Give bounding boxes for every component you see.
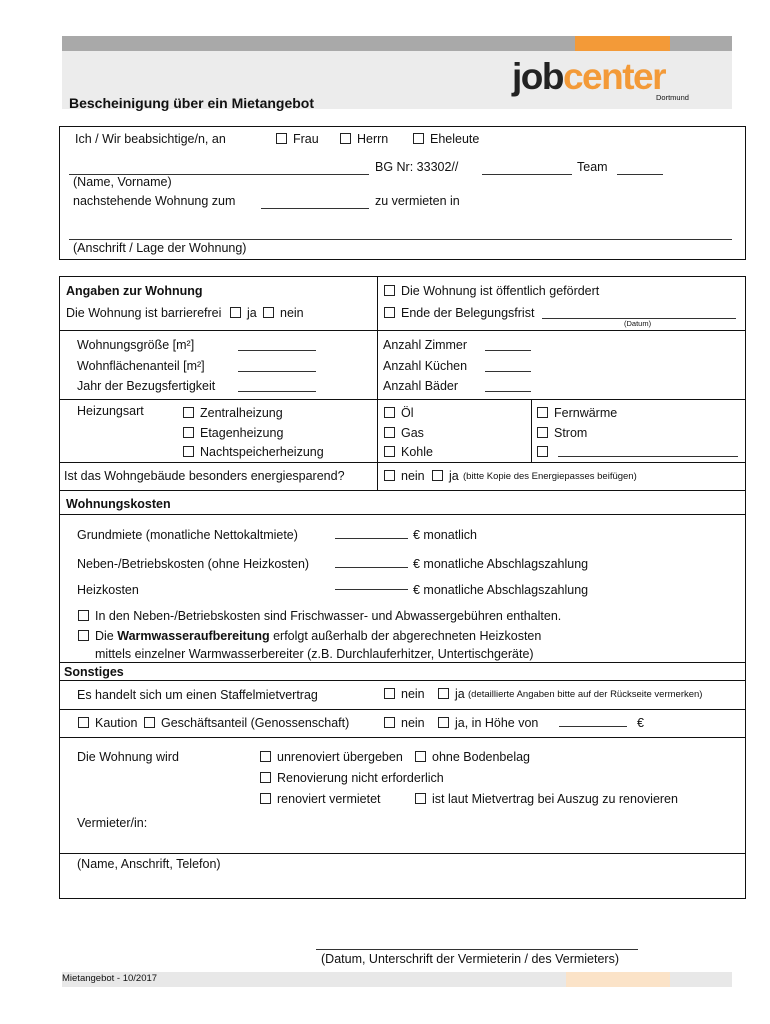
frau-checkbox[interactable] [276,133,287,144]
gefoerdert-label: Die Wohnung ist öffentlich gefördert [401,284,600,298]
vermieter-info-caption: (Name, Anschrift, Telefon) [77,857,221,871]
divider [60,853,745,854]
energie-nein-label: nein [401,469,425,483]
gas-checkbox[interactable] [384,427,395,438]
barrierefrei-label: Die Wohnung ist barrierefrei [66,306,222,320]
staffel-hint: (detaillierte Angaben bitte auf der Rückseite vermerken) [468,689,703,700]
neben-unit: € monatliche Abschlagszahlung [413,557,589,571]
kuechen-label: Anzahl Küchen [383,359,468,373]
etagen-checkbox[interactable] [183,427,194,438]
sonstiges-heading: Sonstiges [64,665,124,679]
energie-hint: (bitte Kopie des Energiepasses beifügen) [463,471,637,482]
fernwaerme-label: Fernwärme [554,406,618,420]
address-input-line[interactable] [69,239,732,240]
barrierefrei-nein-label: nein [280,306,304,320]
gas-label: Gas [401,426,424,440]
signature-caption: (Datum, Unterschrift der Vermieterin / des Vermieters) [321,952,620,966]
kosten-heading: Wohnungskosten [66,497,171,511]
zimmer-input-line[interactable] [485,350,531,351]
kaution-label: Kaution [95,716,138,730]
oel-label: Öl [401,406,414,420]
anteil-label: Wohnflächenanteil [m²] [77,359,205,373]
unrenoviert-checkbox[interactable] [260,751,271,762]
neben-label: Neben-/Betriebskosten (ohne Heizkosten) [77,557,310,571]
wohnung-zum-input-line[interactable] [261,208,369,209]
barrierefrei-ja-label: ja [247,306,257,320]
energie-ja-label: ja [449,469,459,483]
nachtspeicher-label: Nachtspeicherheizung [200,445,324,459]
page-title: Bescheinigung über ein Mietangebot [69,95,315,111]
bezug-label: Jahr der Bezugsfertigkeit [77,379,216,393]
staffel-nein-label: nein [401,687,425,701]
logo-center: center [562,56,666,97]
laut-vertrag-label: ist laut Mietvertrag bei Auszug zu renovieren [432,792,678,806]
kuechen-input-line[interactable] [485,371,531,372]
barrierefrei-nein-checkbox[interactable] [263,307,274,318]
kaution-ja-checkbox[interactable] [438,717,449,728]
belegungsfrist-label: Ende der Belegungsfrist [401,306,535,320]
logo-job: job [512,56,563,97]
divider [60,662,745,663]
heiz-unit: € monatliche Abschlagszahlung [413,583,589,597]
renov-nicht-checkbox[interactable] [260,772,271,783]
renoviert-checkbox[interactable] [260,793,271,804]
fernwaerme-checkbox[interactable] [537,407,548,418]
wohnung-zum-label: nachstehende Wohnung zum [73,194,236,208]
team-input-line[interactable] [617,174,663,175]
belegungsfrist-checkbox[interactable] [384,307,395,318]
zu-vermieten-label: zu vermieten in [375,194,460,208]
nachtspeicher-checkbox[interactable] [183,446,194,457]
frau-label: Frau [293,132,319,146]
etagen-label: Etagenheizung [200,426,284,440]
kaution-nein-checkbox[interactable] [384,717,395,728]
ohne-boden-label: ohne Bodenbelag [432,750,531,764]
energie-nein-checkbox[interactable] [384,470,395,481]
zentral-checkbox[interactable] [183,407,194,418]
kaution-euro: € [637,716,644,730]
baeder-label: Anzahl Bäder [383,379,459,393]
divider [60,490,745,491]
herrn-label: Herrn [357,132,389,146]
bg-nr-label: BG Nr: 33302// [375,160,459,174]
intent-label: Ich / Wir beabsichtige/n, an [75,132,226,146]
signature-line[interactable] [316,949,638,950]
barrierefrei-ja-checkbox[interactable] [230,307,241,318]
strom-checkbox[interactable] [537,427,548,438]
datum-caption: (Datum) [624,319,652,328]
angaben-heading: Angaben zur Wohnung [66,284,203,298]
address-caption: (Anschrift / Lage der Wohnung) [73,241,247,255]
gefoerdert-checkbox[interactable] [384,285,395,296]
staffel-label: Es handelt sich um einen Staffelmietvertrag [77,688,318,702]
kaution-nein-label: nein [401,716,425,730]
ohne-boden-checkbox[interactable] [415,751,426,762]
divider [60,709,745,710]
ww-post: erfolgt außerhalb der abgerechneten Heizkosten [273,629,542,643]
anteil-input-line[interactable] [238,371,316,372]
kohle-checkbox[interactable] [384,446,395,457]
divider [531,399,532,462]
zimmer-label: Anzahl Zimmer [383,338,468,352]
unrenoviert-label: unrenoviert übergeben [277,750,403,764]
ww-bold: Warmwasseraufbereitung [117,629,270,643]
strom-label: Strom [554,426,588,440]
staffel-ja-label: ja [455,687,465,701]
kaution-checkbox[interactable] [78,717,89,728]
neben-input-line[interactable] [335,567,408,568]
oel-checkbox[interactable] [384,407,395,418]
geschaeft-checkbox[interactable] [144,717,155,728]
divider [60,399,745,400]
warmwasser-line2: mittels einzelner Warmwasserbereiter (z.B. Durchlauferhitzer, Untertischgeräte) [95,647,534,661]
divider [60,514,745,515]
divider [60,737,745,738]
staffel-nein-checkbox[interactable] [384,688,395,699]
header-accent-orange [575,36,670,51]
energie-ja-checkbox[interactable] [432,470,443,481]
name-caption: (Name, Vorname) [73,175,172,189]
grundmiete-unit: € monatlich [413,528,477,542]
footer-accent [566,972,670,987]
team-label: Team [577,160,608,174]
divider [60,462,745,463]
logo-subtitle: Dortmund [656,93,689,102]
laut-vertrag-checkbox[interactable] [415,793,426,804]
grundmiete-label: Grundmiete (monatliche Nettokaltmiete) [77,528,298,542]
heiz-input-line[interactable] [335,589,408,590]
eheleute-checkbox[interactable] [413,133,424,144]
divider [60,680,745,681]
frischwasser-checkbox[interactable] [78,610,89,621]
bezug-input-line[interactable] [238,391,316,392]
bg-nr-input-line[interactable] [482,174,572,175]
vermieter-label: Vermieter/in: [77,816,148,830]
ww-pre: Die [95,629,114,643]
other-heating-checkbox[interactable] [537,446,548,457]
zentral-label: Zentralheizung [200,406,283,420]
groesse-label: Wohnungsgröße [m²] [77,338,195,352]
form-id: Mietangebot - 10/2017 [62,973,158,984]
energie-question: Ist das Wohngebäude besonders energiesparend? [64,469,345,483]
groesse-input-line[interactable] [238,350,316,351]
jobcenter-logo [512,57,665,97]
kaution-ja-label: ja, in Höhe von [455,716,539,730]
warmwasser-checkbox[interactable] [78,630,89,641]
wohnung-wird-label: Die Wohnung wird [77,750,179,764]
baeder-input-line[interactable] [485,391,531,392]
herrn-checkbox[interactable] [340,133,351,144]
frischwasser-label: In den Neben-/Betriebskosten sind Frischwasser- und Abwassergebühren enthalten. [95,609,562,623]
renoviert-label: renoviert vermietet [277,792,381,806]
kaution-amount-line[interactable] [559,726,627,727]
warmwasser-label [95,629,541,643]
staffel-ja-checkbox[interactable] [438,688,449,699]
heizungsart-label: Heizungsart [77,404,144,418]
heiz-label: Heizkosten [77,583,139,597]
kohle-label: Kohle [401,445,433,459]
grundmiete-input-line[interactable] [335,538,408,539]
divider [377,277,378,490]
other-heating-input-line[interactable] [558,456,738,457]
renov-nicht-label: Renovierung nicht erforderlich [277,771,444,785]
geschaeft-label: Geschäftsanteil (Genossenschaft) [161,716,350,730]
eheleute-label: Eheleute [430,132,480,146]
